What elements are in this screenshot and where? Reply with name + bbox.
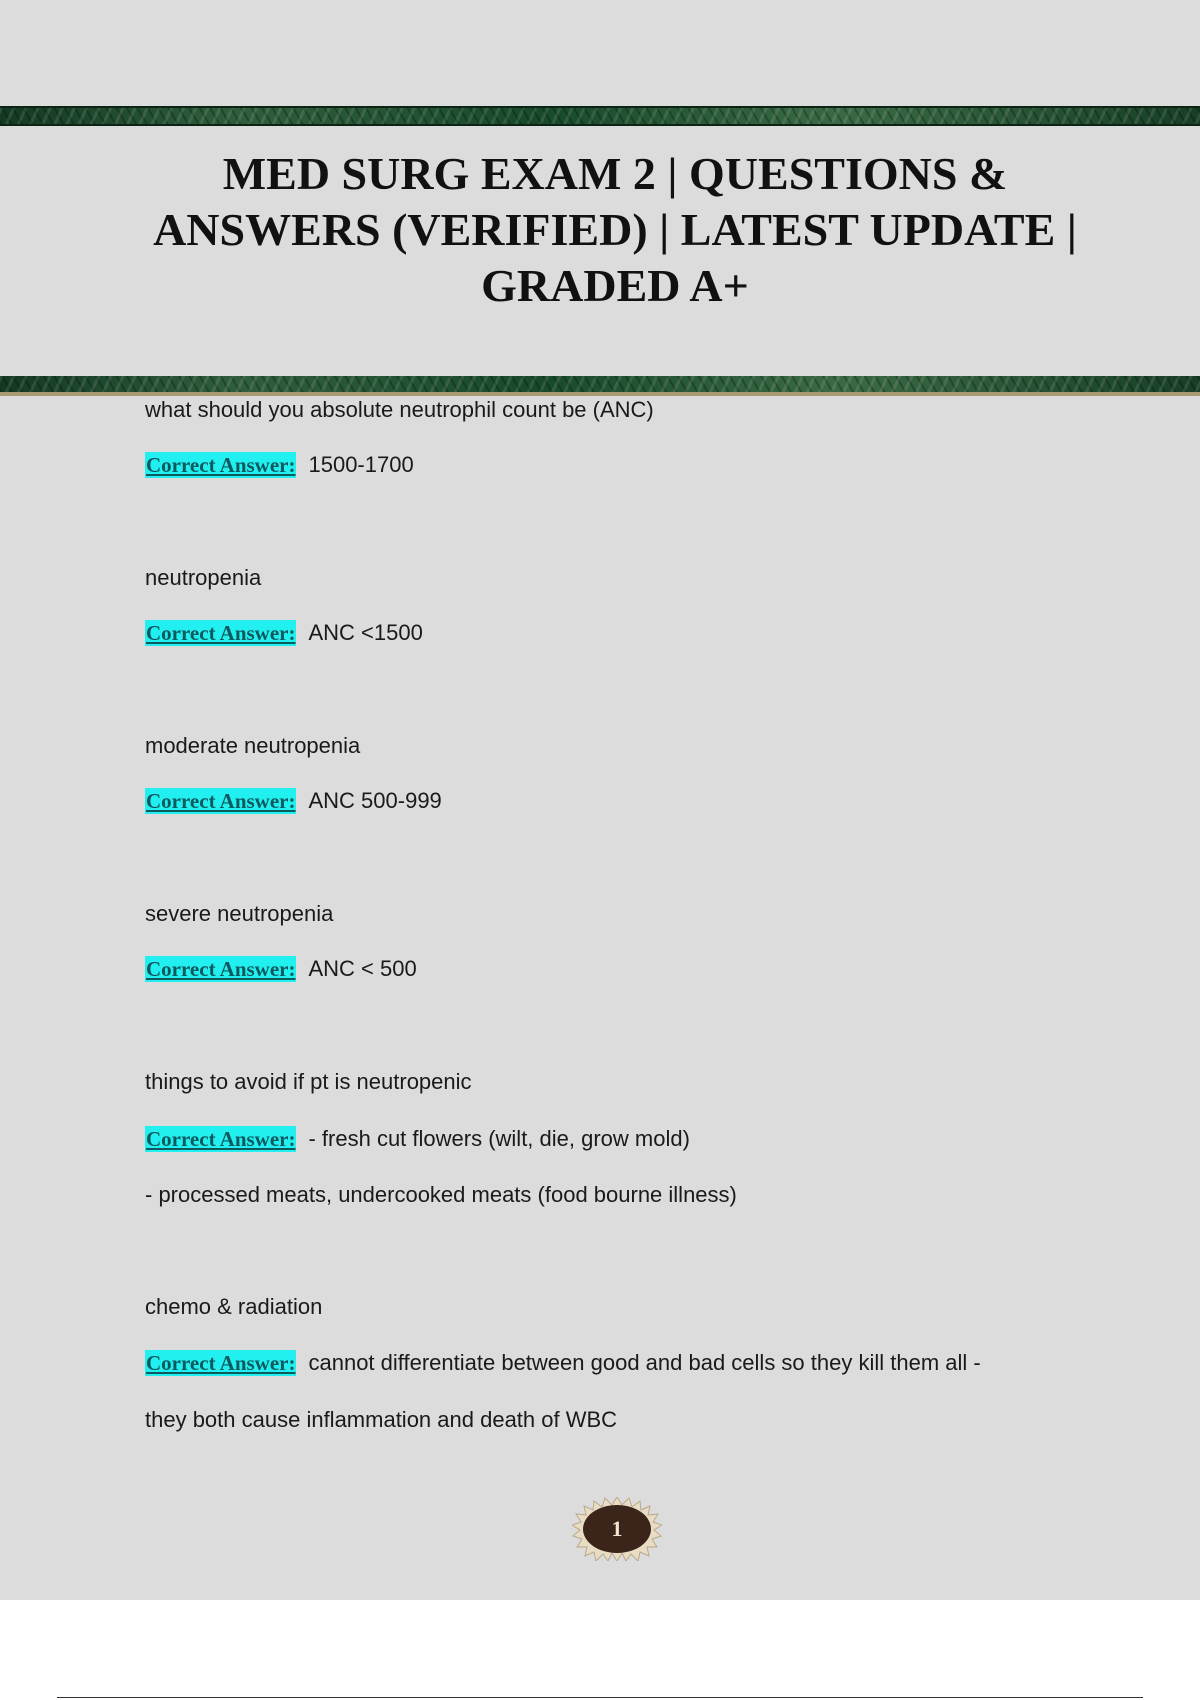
answer-text: cannot differentiate between good and bad cells so they kill them all - — [308, 1350, 981, 1375]
answer-text: ANC < 500 — [308, 956, 417, 981]
answer-text: ANC <1500 — [308, 620, 423, 645]
header-top-border — [0, 106, 1200, 126]
question-text: things to avoid if pt is neutropenic — [145, 1069, 472, 1094]
answer-text: ANC 500-999 — [308, 788, 442, 813]
answer-text: 1500-1700 — [308, 452, 414, 477]
question-text: severe neutropenia — [145, 901, 334, 926]
correct-answer-label: Correct Answer: — [146, 1351, 296, 1375]
document-title: MED SURG EXAM 2 | QUESTIONS & ANSWERS (VERIFIED) | LATEST UPDATE | GRADED A+ — [153, 148, 1077, 311]
answer-line — [145, 451, 414, 479]
page-number: 1 — [611, 1516, 623, 1541]
answer-line — [145, 1125, 690, 1153]
correct-answer-label: Correct Answer: — [146, 789, 296, 813]
answer-line — [145, 1349, 981, 1377]
answer-continuation: they both cause inflammation and death of WBC — [145, 1407, 618, 1432]
question-text: what should you absolute neutrophil count be (ANC) — [145, 397, 654, 422]
header-bottom-border — [0, 376, 1200, 396]
correct-answer-label: Correct Answer: — [146, 1127, 296, 1151]
answer-continuation: - processed meats, undercooked meats (food bourne illness) — [145, 1182, 737, 1207]
correct-answer-label: Correct Answer: — [146, 957, 296, 981]
question-text: neutropenia — [145, 565, 262, 590]
question-text: chemo & radiation — [145, 1294, 323, 1319]
question-text: moderate neutropenia — [145, 733, 361, 758]
answer-line — [145, 619, 423, 647]
answer-line — [145, 955, 417, 983]
correct-answer-label: Correct Answer: — [146, 453, 296, 477]
answer-line — [145, 787, 442, 815]
footer-rule — [57, 1697, 1143, 1698]
correct-answer-label: Correct Answer: — [146, 621, 296, 645]
answer-text: - fresh cut flowers (wilt, die, grow mold) — [308, 1126, 690, 1151]
